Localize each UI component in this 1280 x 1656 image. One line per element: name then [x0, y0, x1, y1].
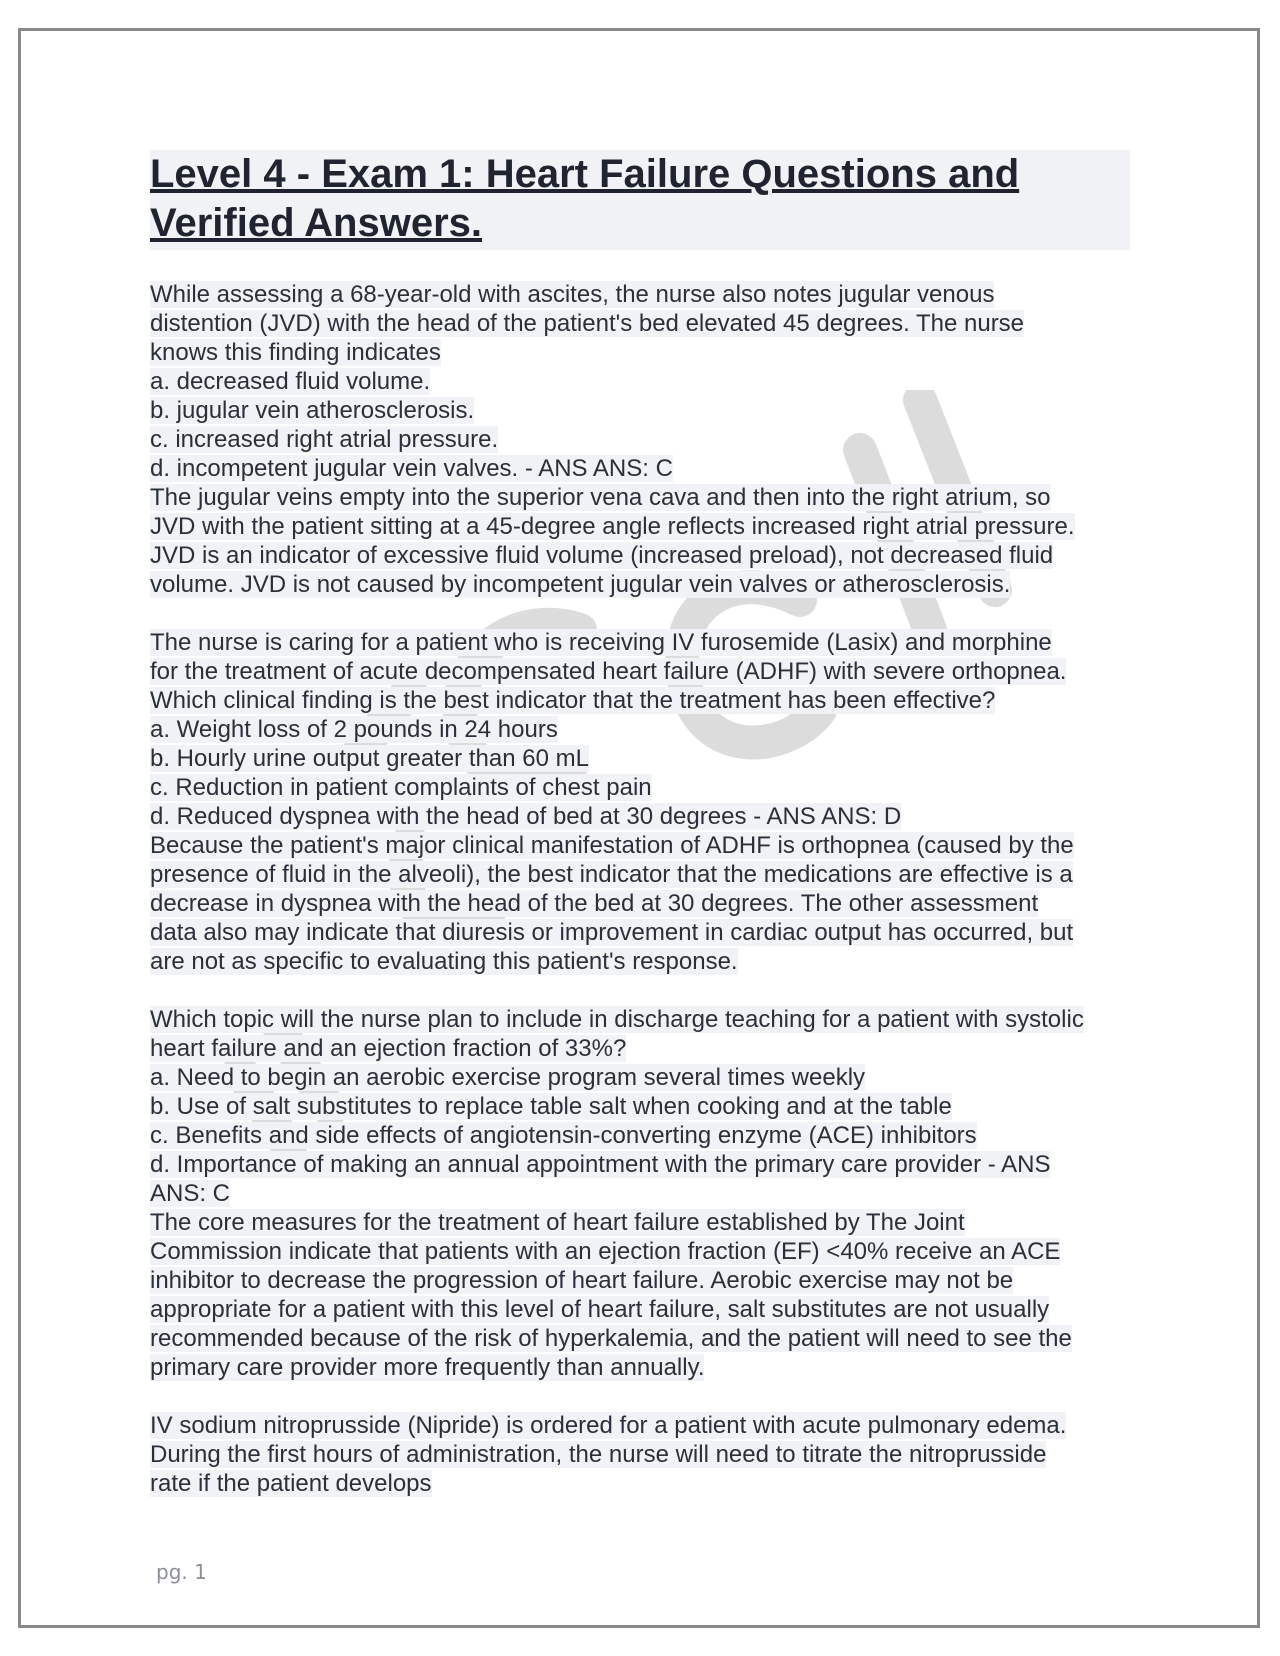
text-line	[150, 1237, 1130, 1266]
text-line-content: rate if the patient develops	[150, 1470, 432, 1497]
text-line	[150, 1063, 1130, 1092]
text-line-content: The jugular veins empty into the superior vena cava and then into the right atrium, so	[150, 484, 1051, 511]
text-line-content: d. incompetent jugular vein valves. - ANS ANS: C	[150, 455, 673, 482]
text-line-content: decrease in dyspnea with the head of the bed at 30 degrees. The other assessment	[150, 890, 1039, 917]
text-line-content: Which topic will the nurse plan to include in discharge teaching for a patient with systolic	[150, 1006, 1084, 1033]
text-line	[150, 1121, 1130, 1150]
text-line	[150, 1469, 1130, 1498]
text-line	[150, 1411, 1130, 1440]
text-line	[150, 802, 1130, 831]
question-block	[150, 1005, 1130, 1382]
text-line-content: ANS: C	[150, 1180, 231, 1207]
text-line	[150, 744, 1130, 773]
text-line	[150, 483, 1130, 512]
text-line-content: c. Benefits and side effects of angiotensin-converting enzyme (ACE) inhibitors	[150, 1122, 977, 1149]
text-line-content: knows this finding indicates	[150, 339, 441, 366]
text-line-content: b. jugular vein atherosclerosis.	[150, 397, 475, 424]
text-line	[150, 1092, 1130, 1121]
text-line-content: for the treatment of acute decompensated heart failure (ADHF) with severe orthopnea.	[150, 658, 1067, 685]
text-line-content: Because the patient's major clinical manifestation of ADHF is orthopnea (caused by the	[150, 832, 1074, 859]
text-line-content: d. Reduced dyspnea with the head of bed at 30 degrees - ANS ANS: D	[150, 803, 902, 830]
text-line	[150, 918, 1130, 947]
text-line-content: distention (JVD) with the head of the patient's bed elevated 45 degrees. The nurse	[150, 310, 1025, 337]
text-line-content: appropriate for a patient with this level of heart failure, salt substitutes are not usually	[150, 1296, 1050, 1323]
text-line-content: The nurse is caring for a patient who is receiving IV furosemide (Lasix) and morphine	[150, 629, 1052, 656]
text-line-content: primary care provider more frequently than annually.	[150, 1354, 705, 1381]
text-line-content: While assessing a 68-year-old with ascites, the nurse also notes jugular venous	[150, 281, 995, 308]
page-number: pg. 1	[156, 1560, 207, 1584]
document-body	[150, 150, 1130, 1527]
text-line-content: Commission indicate that patients with an ejection fraction (EF) <40% receive an ACE	[150, 1238, 1061, 1265]
text-line	[150, 1208, 1130, 1237]
text-line	[150, 1179, 1130, 1208]
text-line	[150, 715, 1130, 744]
text-line	[150, 512, 1130, 541]
text-line	[150, 338, 1130, 367]
text-line-content: data also may indicate that diuresis or improvement in cardiac output has occurred, but	[150, 919, 1074, 946]
text-line-content: a. Need to begin an aerobic exercise program several times weekly	[150, 1064, 866, 1091]
title-line: Level 4 - Exam 1: Heart Failure Questions and	[150, 152, 1020, 196]
question-list	[150, 280, 1130, 1498]
question-block	[150, 280, 1130, 599]
text-line	[150, 889, 1130, 918]
question-block	[150, 1411, 1130, 1498]
text-line	[150, 831, 1130, 860]
text-line	[150, 454, 1130, 483]
text-line-content: c. increased right atrial pressure.	[150, 426, 499, 453]
text-line	[150, 628, 1130, 657]
text-line	[150, 1295, 1130, 1324]
text-line	[150, 773, 1130, 802]
text-line	[150, 657, 1130, 686]
text-line	[150, 860, 1130, 889]
text-line	[150, 367, 1130, 396]
text-line-content: a. decreased fluid volume.	[150, 368, 431, 395]
text-line-content: heart failure and an ejection fraction of 33%?	[150, 1035, 627, 1062]
document-title	[150, 150, 1130, 250]
text-line	[150, 1440, 1130, 1469]
text-line-content: b. Hourly urine output greater than 60 mL	[150, 745, 589, 772]
text-line	[150, 1150, 1130, 1179]
text-line-content: inhibitor to decrease the progression of heart failure. Aerobic exercise may not be	[150, 1267, 1014, 1294]
text-line	[150, 396, 1130, 425]
text-line	[150, 570, 1130, 599]
text-line	[150, 425, 1130, 454]
text-line	[150, 541, 1130, 570]
text-line-content: JVD is an indicator of excessive fluid volume (increased preload), not decreased fluid	[150, 542, 1054, 569]
text-line	[150, 309, 1130, 338]
text-line	[150, 686, 1130, 715]
question-block	[150, 628, 1130, 976]
text-line-content: The core measures for the treatment of heart failure established by The Joint	[150, 1209, 965, 1236]
text-line-content: a. Weight loss of 2 pounds in 24 hours	[150, 716, 558, 743]
text-line-content: b. Use of salt substitutes to replace table salt when cooking and at the table	[150, 1093, 952, 1120]
text-line	[150, 947, 1130, 976]
text-line-content: recommended because of the risk of hyperkalemia, and the patient will need to see the	[150, 1325, 1072, 1352]
text-line-content: JVD with the patient sitting at a 45-degree angle reflects increased right atrial pressure.	[150, 513, 1075, 540]
text-line-content: IV sodium nitroprusside (Nipride) is ordered for a patient with acute pulmonary edema.	[150, 1412, 1067, 1439]
text-line-content: c. Reduction in patient complaints of chest pain	[150, 774, 652, 801]
text-line	[150, 1353, 1130, 1382]
text-line-content: volume. JVD is not caused by incompetent jugular vein valves or atherosclerosis.	[150, 571, 1011, 598]
text-line-content: presence of fluid in the alveoli), the best indicator that the medications are effective is a	[150, 861, 1073, 888]
title-line: Verified Answers.	[150, 201, 482, 245]
text-line-content: d. Importance of making an annual appointment with the primary care provider - ANS	[150, 1151, 1051, 1178]
text-line	[150, 1324, 1130, 1353]
text-line	[150, 1266, 1130, 1295]
text-line	[150, 280, 1130, 309]
text-line-content: Which clinical finding is the best indicator that the treatment has been effective?	[150, 687, 996, 714]
text-line	[150, 1034, 1130, 1063]
text-line-content: During the first hours of administration, the nurse will need to titrate the nitroprusside	[150, 1441, 1047, 1468]
text-line	[150, 1005, 1130, 1034]
text-line-content: are not as specific to evaluating this patient's response.	[150, 948, 738, 975]
